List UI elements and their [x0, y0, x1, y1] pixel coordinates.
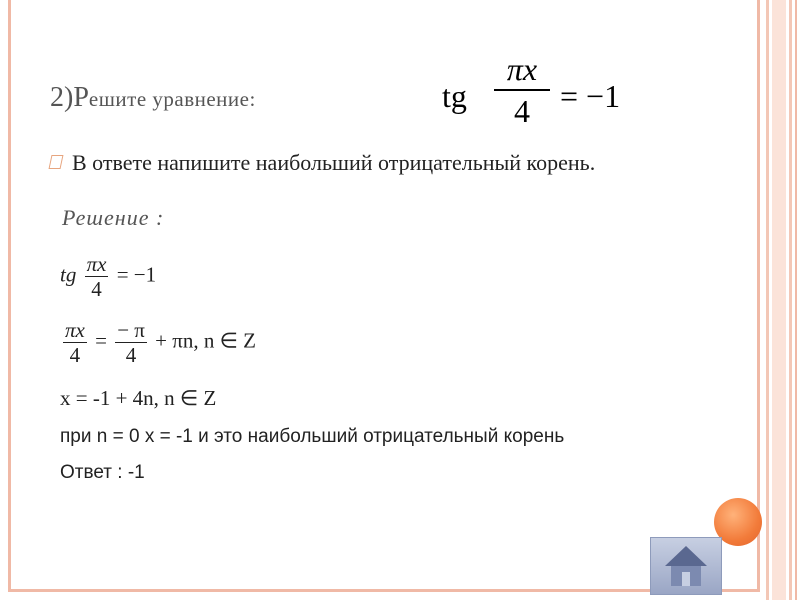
solution-line-3: x = -1 + 4n, n ∈ Z	[60, 386, 217, 410]
equation-func: tg	[442, 78, 467, 114]
solution-line-1: tg $\frac{\pi x}{4}$ = −1	[60, 252, 157, 301]
right-stripe	[789, 0, 792, 600]
bullet-icon	[49, 155, 64, 169]
solution-line-4: при n = 0 x = -1 и это наибольший отрицательный корень	[60, 426, 565, 447]
right-stripe	[795, 0, 797, 600]
slide-title: 2)Решите уравнение:	[50, 82, 256, 113]
home-button[interactable]	[650, 537, 722, 595]
task-bullet	[50, 150, 595, 176]
equation-rhs: = −1	[560, 78, 621, 114]
right-stripe	[772, 0, 786, 600]
solution-heading: Решение :	[62, 205, 165, 230]
bullet-text: В ответе напишите наибольший отрицательный корень.	[72, 150, 596, 175]
home-icon	[651, 538, 721, 594]
equation-denominator: 4	[514, 93, 530, 129]
solution-answer: Ответ : -1	[60, 462, 145, 483]
equation-fraction	[494, 50, 550, 130]
fraction-bar	[494, 89, 550, 91]
equation-numerator: πx	[506, 51, 538, 87]
solution-line-2: $\frac{\pi x}{4}$ = $\frac{- \pi}{4}$ + πn, n ∈ Z	[65, 318, 256, 367]
right-stripe	[766, 0, 769, 600]
